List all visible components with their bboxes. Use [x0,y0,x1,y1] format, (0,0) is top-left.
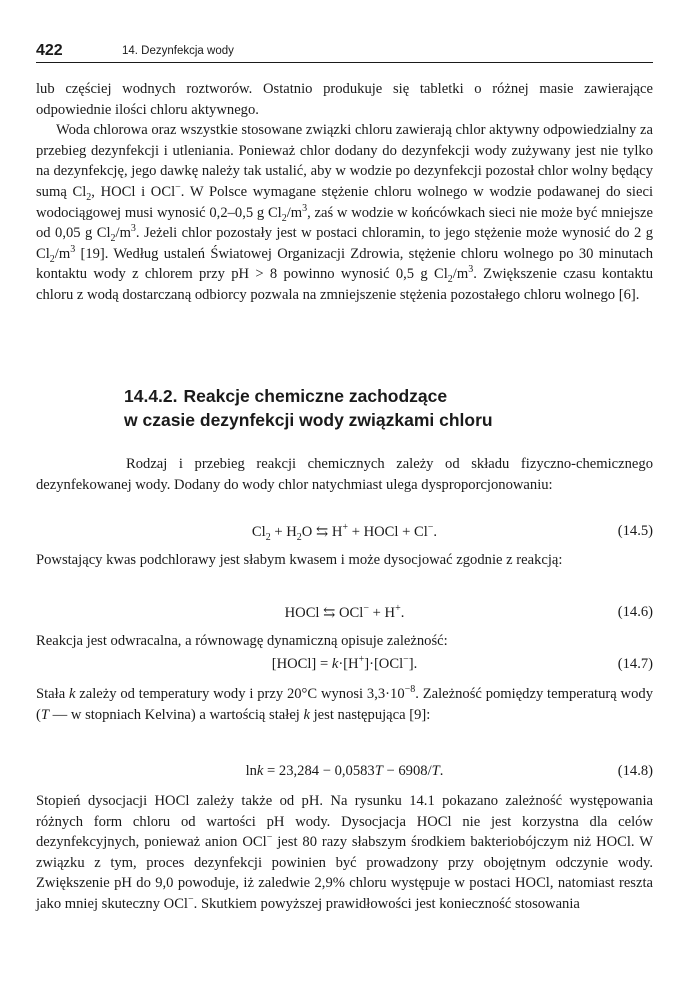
equation-expression: HOCl ⇆ OCl− + H+. [284,603,405,621]
equation-14-6 [36,604,653,626]
header-rule [36,62,653,63]
running-title: 14. Dezynfekcja wody [122,45,234,57]
paragraph-equilibrium: Reakcja jest odwracalna, a równowagę dynamiczną opisuje zależność: [36,633,448,649]
equation-number: (14.8) [617,763,653,779]
running-header [36,42,653,66]
equation-expression: $Cl_2 + H_2O$ ⇆ H+ + HOCl + Cl−. [251,522,438,543]
equation-expression: [HOCl] = k·[H+]·[OCl−]. [271,654,418,672]
section-number: 14.4.2. [124,386,178,406]
equation-number: (14.7) [617,656,653,672]
paragraph-continued: lub częściej wodnych roztworów. Ostatnio produkuje się tabletki o różnej masie zawierające odpowiednie ilości chloru aktywnego. [36,81,653,118]
equation-14-5 [36,523,653,545]
page-number: 422 [36,42,63,59]
equation-14-7 [36,656,653,678]
paragraph-hypochlorous-acid: Powstający kwas podchlorawy jest słabym kwasem i może dysocjować zgodnie z reakcją: [36,552,563,568]
paragraph-constant-k: Stała k zależy od temperatury wody i przy 20°C wynosi $3,3\cdot 10^{-8}$. Zależność pomiędzy temperaturą wody (T — w stopniach Kelvina) a wartością stałej k jest następująca [9]: [36,684,653,723]
text-block-intro [36,79,653,306]
text-block-reactions [36,454,653,495]
paragraph-dissociation-ph: Stopień dysocjacji HOCl zależy także od pH. Na rysunku 14.1 pokazano zależność występowania różnych form chloru od wartości pH wody. Dysocjacja HOCl nie jest korzystna dla celów dezynfekcyjnych, ponieważ anion OCl− jest 80 razy słabszym środkiem bakteriobójczym niż HOCl. W związku z tym, proces dezynfekcji powinien być prowadzony przy obojętnym odczynie wody. Zwiększenie pH do 9,0 powoduje, iż zaledwie 2,9% chloru występuje w postaci HOCl, natomiast reszta jako mniej skuteczny OCl−. Skutkiem powyższej prawidłowości jest konieczność stosowania [36,793,653,912]
section-heading [124,384,624,432]
section-heading-line1: 14.4.2. Reakcje chemiczne zachodzące [124,386,448,406]
equation-14-8 [36,763,653,785]
equation-expression: lnk = 23,284 − 0,0583T − 6908/T. [245,763,444,779]
equation-number: (14.5) [617,523,653,539]
paragraph-active-chlorine: Woda chlorowa oraz wszystkie stosowane związki chloru zawierają chlor aktywny odpowiedzialny za przebieg dezynfekcji i utleniania. Ponieważ chlor dodany do dezynfekcji wody zużywany jest nie tylko na dezynfekcję, jego dawkę należy tak ustalić, aby w wodzie po dezynfekcji pozostał chlor wolny będący sumą $Cl_2$, HOCl i OCl−. W Polsce wymagane stężenie chloru wolnego w wodzie podawanej do sieci wodociągowej musi wynosić 0,2–0,5 g $Cl_2/m^3$, zaś w wodzie w końcówkach sieci nie może być mniejsze od 0,05 g $Cl_2/m^3$. Jeżeli chlor pozostały jest w postaci chloramin, to jego stężenie może wynosić do 2 g $Cl_2/m^3$ [19]. Według ustaleń Światowej Organizacji Zdrowia, stężenie chloru wolnego po 30 minutach kontaktu wody z chlorem przy pH > 8 powinno wynosić 0,5 g $Cl_2/m^3$. Zwiększenie czasu kontaktu chloru z wodą dostarczaną odbiorcy pozwala na zmniejszenie stężenia pozostałego chloru wolnego [6]. [36,122,654,303]
section-heading-line2: w czasie dezynfekcji wody związkami chloru [124,410,493,430]
paragraph-disproportionation: Rodzaj i przebieg reakcji chemicznych zależy od składu fizyczno-chemicznego dezynfekowanej wody. Dodany do wody chlor natychmiast ulega dysproporcjonowaniu: [36,456,653,493]
equation-number: (14.6) [617,604,653,620]
